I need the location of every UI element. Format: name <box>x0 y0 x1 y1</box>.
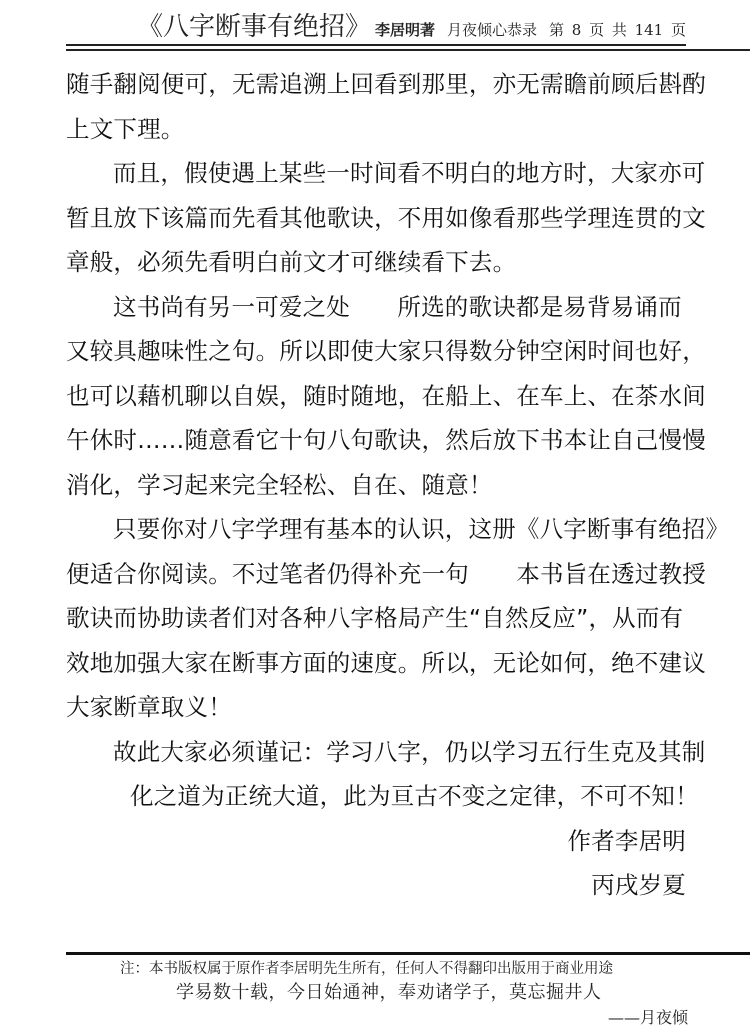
page-header <box>0 10 686 47</box>
text-line: 而且，假使遇上某些一时间看不明白的地方时，大家亦可 <box>113 159 706 187</box>
text-line: 歌诀而协助读者们对各种八字格局产生“自然反应”，从而有 <box>66 604 684 632</box>
text-line: 又较具趣味性之句。所以即使大家只得数分钟空闲时间也好， <box>66 337 706 365</box>
footer-rule <box>66 952 750 955</box>
motto: 学易数十载，今日始通神，奉劝诸学子，莫忘掘井人 <box>176 982 602 1003</box>
text-line: 只要你对八字学理有基本的认识，这册《八字断事有绝招》 <box>113 515 730 543</box>
text-line: 这书尚有另一可爱之处 所选的歌诀都是易背易诵而 <box>113 292 682 321</box>
body-text <box>66 62 730 908</box>
text-line: 化之道为正统大道，此为亘古不变之定律，不可不知！ <box>130 782 699 810</box>
header-rule-lower <box>66 49 750 51</box>
text-line: 大家断章取义！ <box>66 693 232 721</box>
recorder-credit: 月夜倾心恭录 <box>446 21 537 39</box>
text-line: 章般，必须先看明白前文才可继续看下去。 <box>66 248 517 276</box>
signature-date: 丙戌岁夏 <box>591 871 686 899</box>
header-rule-upper <box>66 44 686 46</box>
text-line: 消化，学习起来完全轻松、自在、随意！ <box>66 470 493 499</box>
text-line: 随手翻阅便可，无需追溯上回看到那里，亦无需瞻前顾后斟酌 <box>66 70 706 98</box>
text-line: 故此大家必须谨记：学习八字，仍以学习五行生克及其制 <box>113 737 706 766</box>
footer-signature: ——月夜倾 <box>608 1008 689 1027</box>
book-title: 《八字断事有绝招》 <box>136 12 371 42</box>
text-line: 便适合你阅读。不过笔者仍得补充一句 本书旨在透过教授 <box>66 559 706 588</box>
page-indicator: 第 8 页 共 141 页 <box>548 21 686 39</box>
text-line: 也可以藉机聊以自娱，随时随地，在船上、在车上、在茶水间 <box>66 381 706 410</box>
text-line: 午休时……随意看它十句八句歌诀，然后放下书本让自己慢慢 <box>66 426 706 454</box>
text-line: 上文下理。 <box>66 114 185 143</box>
text-line: 效地加强大家在断事方面的速度。所以，无论如何，绝不建议 <box>66 648 706 677</box>
text-line: 暂且放下该篇而先看其他歌诀，不用如像看那些学理连贯的文 <box>66 203 706 232</box>
author-name: 李居明著 <box>374 21 435 39</box>
signature-author: 作者李居明 <box>567 826 686 855</box>
copyright-note: 注：本书版权属于原作者李居明先生所有，任何人不得翻印出版用于商业用途 <box>120 961 613 977</box>
